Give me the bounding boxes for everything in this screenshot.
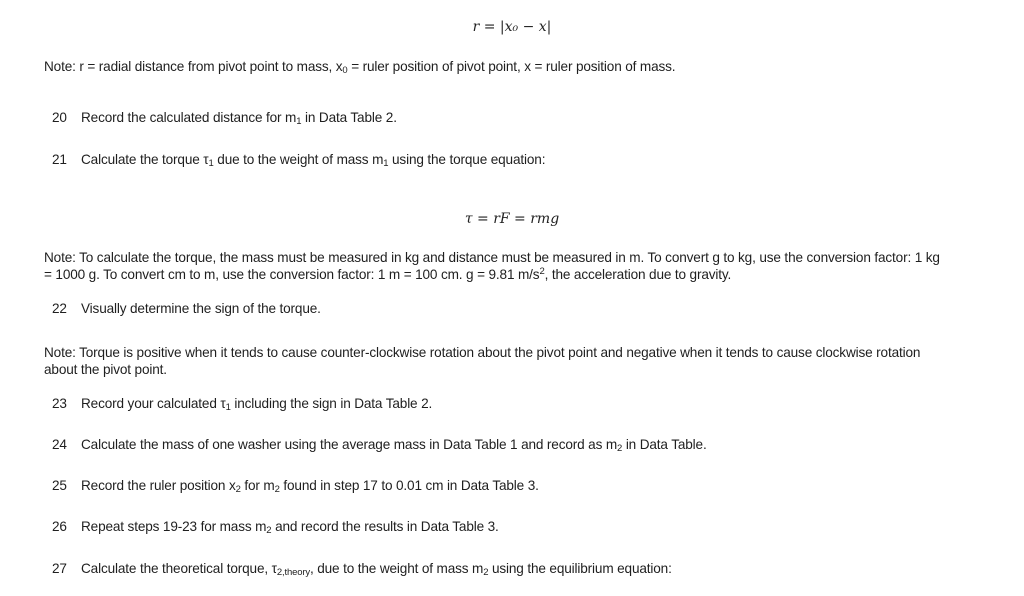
- step-27: 27 Calculate the theoretical torque, $\tau_{2,theory}$, due to the weight of mass $m_2$ using the equilibrium equation:: [52, 561, 672, 578]
- step-number: 26: [52, 519, 67, 534]
- radial-distance-equation: r = |x₀ − x|: [472, 19, 552, 35]
- step-24: 24 Calculate the mass of one washer using the average mass in Data Table 1 and record as $m_2$ in Data Table.: [52, 437, 707, 454]
- torque-equation: τ = rF = rmg: [464, 211, 560, 227]
- step-21: 21 Calculate the torque $\tau_1$ due to the weight of mass $m_1$ using the torque equation:: [52, 152, 546, 169]
- note-torque-sign: Note: Torque is positive when it tends to cause counter-clockwise rotation about the pivot point and negative when it tends to cause clockwise rotation about the pivot point.: [44, 345, 921, 377]
- step-number: 25: [52, 478, 67, 493]
- step-number: 24: [52, 437, 67, 452]
- step-25: 25 Record the ruler position $x_2$ for $m_2$ found in step 17 to 0.01 cm in Data Table 3.: [52, 478, 539, 495]
- step-number: 27: [52, 561, 67, 576]
- step-number: 20: [52, 110, 67, 125]
- step-22: 22 Visually determine the sign of the torque.: [52, 301, 321, 316]
- step-23: 23 Record your calculated $\tau_1$ including the sign in Data Table 2.: [52, 396, 433, 413]
- step-number: 23: [52, 396, 67, 411]
- step-number: 22: [52, 301, 67, 316]
- note-radial-distance: Note: r = radial distance from pivot point to mass, $x_0$ = ruler position of pivot point, x = ruler position of mass.: [44, 59, 676, 76]
- step-number: 21: [52, 152, 67, 167]
- step-20: 20 Record the calculated distance for $m_1$ in Data Table 2.: [52, 110, 397, 127]
- step-26: 26 Repeat steps 19-23 for mass $m_2$ and record the results in Data Table 3.: [52, 519, 499, 536]
- note-unit-conversion: Note: To calculate the torque, the mass must be measured in kg and distance must be measured in m. To convert g to kg, use the conversion factor: 1 kg = 1000 g. To convert cm to m, use the conversion factor: 1 m = 100 cm. g = 9.81 $m/s^2$, the acceleration due to gravity.: [44, 250, 940, 282]
